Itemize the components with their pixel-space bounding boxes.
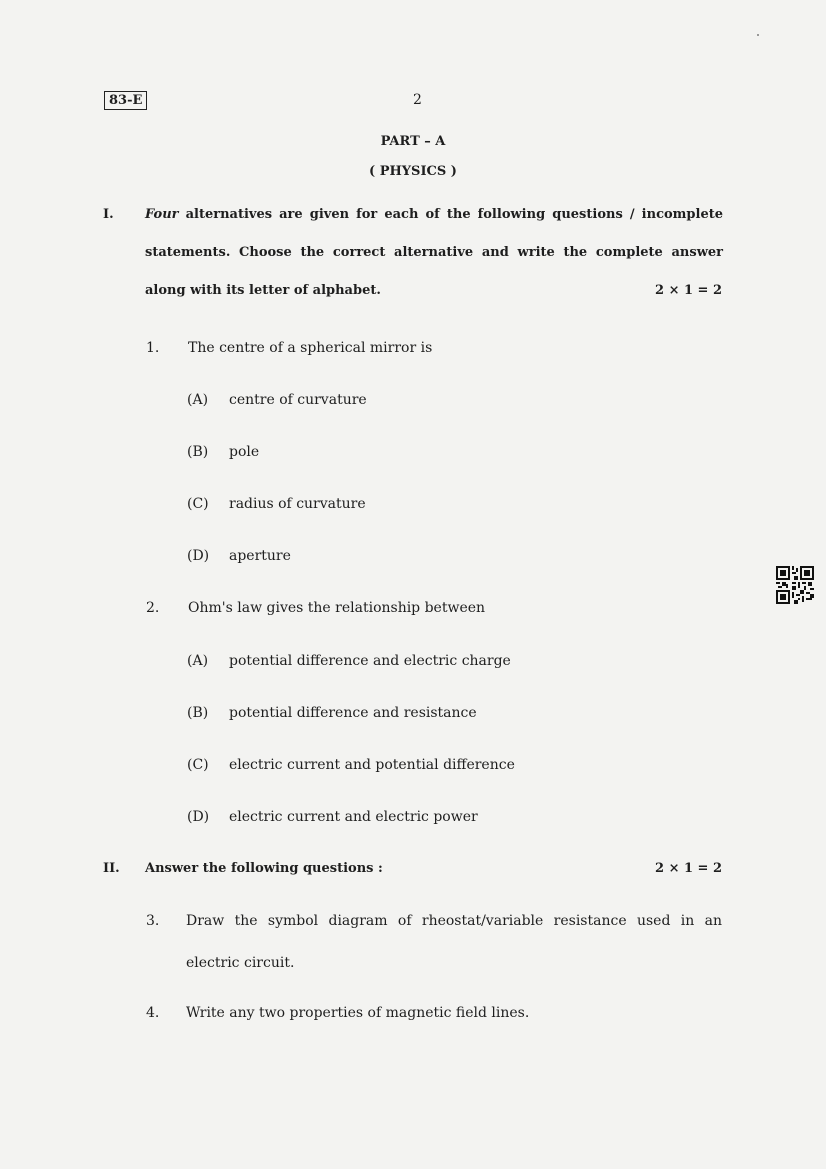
instruction-line-1-rest: alternatives are given for each of the following questions / incomplete: [185, 207, 723, 222]
section-2-roman: II.: [103, 861, 120, 876]
part-title: PART – A: [380, 134, 446, 149]
q1-option-a-text: centre of curvature: [229, 392, 367, 408]
scan-speck: [757, 34, 759, 36]
question-4-number: 4.: [146, 1005, 160, 1021]
question-1-text: The centre of a spherical mirror is: [188, 340, 433, 356]
section-1-instruction-line-1: [145, 207, 723, 222]
question-2-number: 2.: [146, 600, 160, 616]
q2-option-c-text: electric current and potential difference: [229, 757, 515, 773]
page-number: 2: [413, 92, 422, 108]
q2-option-d-letter: (D): [187, 809, 210, 825]
section-1-marks: 2 × 1 = 2: [655, 283, 723, 298]
question-2-text: Ohm's law gives the relationship between: [188, 600, 486, 616]
q1-option-b-text: pole: [229, 444, 260, 460]
q1-option-c-letter: (C): [187, 496, 209, 512]
q2-option-b-text: potential difference and resistance: [229, 705, 477, 721]
q1-option-d-text: aperture: [229, 548, 291, 564]
instruction-emphasis: Four: [145, 207, 179, 222]
q1-option-b-letter: (B): [187, 444, 209, 460]
q1-option-c-text: radius of curvature: [229, 496, 366, 512]
qr-code-icon: [776, 566, 814, 604]
part-subject: ( PHYSICS ): [369, 164, 457, 179]
q1-option-a-letter: (A): [187, 392, 209, 408]
section-2-marks: 2 × 1 = 2: [655, 861, 723, 876]
question-3-text-line-2: electric circuit.: [186, 955, 295, 971]
question-3-number: 3.: [146, 913, 160, 929]
question-3-text-line-1: Draw the symbol diagram of rheostat/variable resistance used in an: [186, 913, 722, 929]
q2-option-a-text: potential difference and electric charge: [229, 653, 511, 669]
section-1-instruction-line-3: along with its letter of alphabet.: [145, 283, 381, 298]
section-2-instruction: Answer the following questions :: [145, 861, 383, 876]
question-4-text: Write any two properties of magnetic field lines.: [186, 1005, 530, 1021]
section-1-roman: I.: [103, 207, 114, 222]
q2-option-a-letter: (A): [187, 653, 209, 669]
q1-option-d-letter: (D): [187, 548, 210, 564]
q2-option-c-letter: (C): [187, 757, 209, 773]
paper-code-box: 83-E: [104, 91, 147, 110]
q2-option-b-letter: (B): [187, 705, 209, 721]
section-1-instruction-line-2: statements. Choose the correct alternative and write the complete answer: [145, 245, 723, 260]
q2-option-d-text: electric current and electric power: [229, 809, 478, 825]
question-1-number: 1.: [146, 340, 160, 356]
